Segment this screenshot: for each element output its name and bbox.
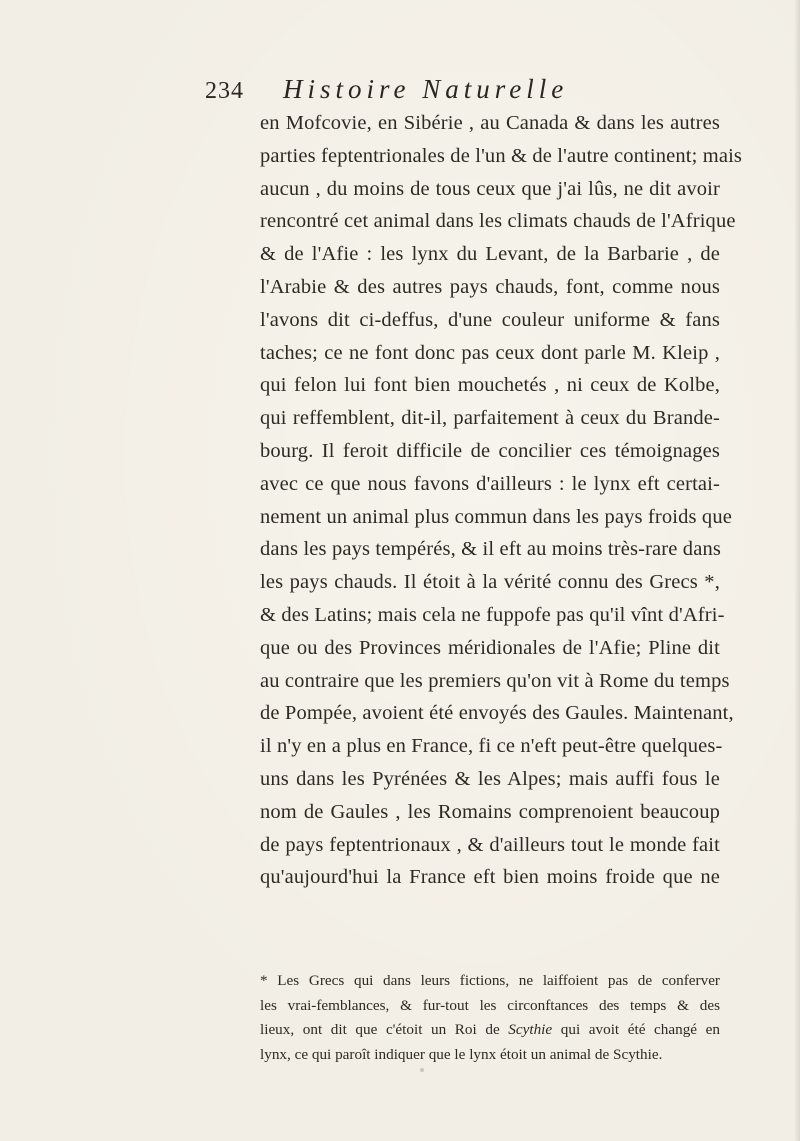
running-head (205, 74, 765, 108)
footnote-text: lieux, ont dit que c'étoit un Roi de (260, 1021, 509, 1039)
text-line: & des Latins; mais cela ne fuppofe pas qu'il vînt d'Afri- (260, 603, 725, 626)
footnote-line: les vrai-femblances, & fur-tout les circonftances des temps & des (260, 996, 720, 1014)
text-line: parties feptentrionales de l'un & de l'autre continent; mais (260, 144, 743, 167)
main-text (260, 107, 743, 894)
text-line: de Pompée, avoient été envoyés des Gaules. Maintenant, (260, 702, 734, 725)
text-line: taches; ce ne font donc pas ceux dont parle M. Kleip , (260, 341, 720, 364)
footnote-line (260, 1018, 720, 1043)
text-line: nement un animal plus commun dans les pays froids que (260, 505, 732, 528)
text-line: que ou des Provinces méridionales de l'Afie; Pline dit (260, 636, 720, 659)
text-line: rencontré cet animal dans les climats chauds de l'Afrique (260, 210, 736, 233)
text-line: l'avons dit ci-deffus, d'une couleur uniforme & fans (260, 308, 720, 331)
page-edge-shadow (794, 0, 800, 1141)
text-line: uns dans les Pyrénées & les Alpes; mais auffi fous le (260, 767, 720, 790)
text-line: qu'aujourd'hui la France eft bien moins froide que ne (260, 866, 720, 889)
text-line: nom de Gaules , les Romains comprenoient beaucoup (260, 800, 720, 823)
text-line: dans les pays tempérés, & il eft au moins très-rare dans (260, 538, 721, 561)
text-line: bourg. Il feroit difficile de concilier ces témoignages (260, 439, 720, 462)
footnote-italic-text: Scythie (508, 1021, 553, 1039)
footnote-line: * Les Grecs qui dans leurs fictions, ne laiffoient pas de conferver (260, 972, 720, 989)
footnote-line: lynx, ce qui paroît indiquer que le lynx étoit un animal de Scythie. (260, 1045, 663, 1063)
running-title: Histoire Naturelle (283, 74, 569, 104)
paper-speck (612, 1003, 615, 1006)
text-line: aucun , du moins de tous ceux que j'ai lûs, ne dit avoir (260, 177, 720, 200)
text-line: de pays feptentrionaux , & d'ailleurs tout le monde fait (260, 833, 720, 856)
page-number: 234 (205, 78, 244, 104)
paper-speck (420, 1068, 424, 1072)
text-line: au contraire que les premiers qu'on vit à Rome du temps (260, 669, 730, 692)
footnote (260, 969, 720, 1067)
footnote-text: qui avoit été changé en (552, 1021, 720, 1039)
text-line: en Mofcovie, en Sibérie , au Canada & dans les autres (260, 112, 720, 134)
text-line: & de l'Afie : les lynx du Levant, de la Barbarie , de (260, 243, 720, 266)
text-line: l'Arabie & des autres pays chauds, font, comme nous (260, 275, 720, 298)
text-line: qui felon lui font bien mouchetés , ni ceux de Kolbe, (260, 374, 720, 397)
text-line: avec ce que nous favons d'ailleurs : le lynx eft certai- (260, 472, 720, 495)
text-line: les pays chauds. Il étoit à la vérité connu des Grecs *, (260, 571, 720, 594)
text-line: qui reffemblent, dit-il, parfaitement à ceux du Brande- (260, 407, 720, 430)
text-line: il n'y en a plus en France, fi ce n'eft peut-être quelques- (260, 735, 723, 758)
